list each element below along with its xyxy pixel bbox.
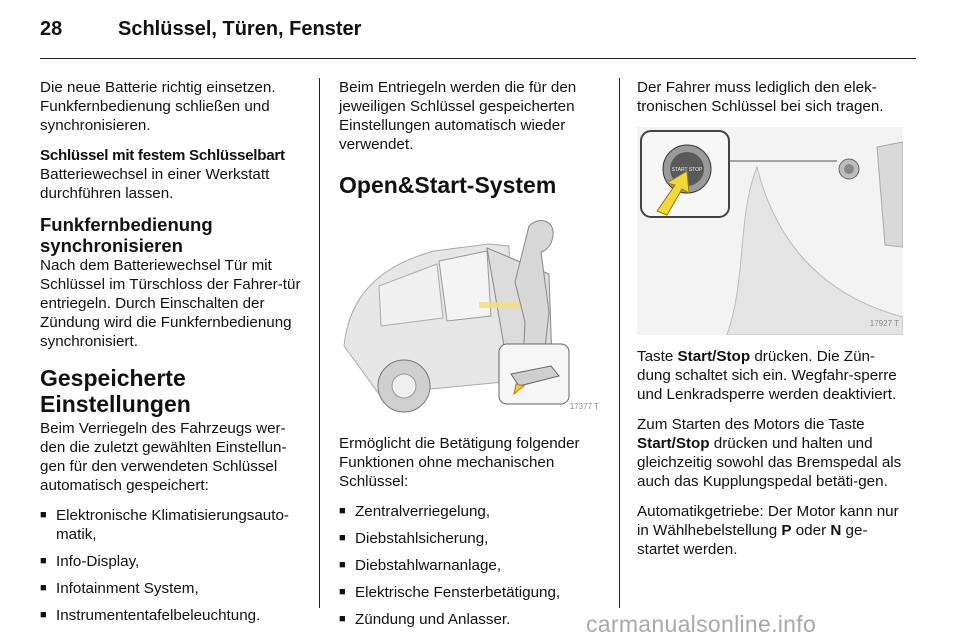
car-door-illustration bbox=[339, 206, 601, 418]
col3-paragraph-2 bbox=[637, 347, 907, 404]
start-stop-button-label: START STOP bbox=[671, 167, 703, 173]
car-door-image bbox=[339, 206, 601, 418]
list-item: ■ Diebstahlsicherung, bbox=[339, 529, 601, 548]
col3-paragraph-1: Der Fahrer muss lediglich den elek-tronischen Schlüssel bei sich tragen. bbox=[637, 79, 884, 115]
list-item: ■ Info-Display, bbox=[40, 552, 306, 571]
col1-paragraph-4: Beim Verriegeln des Fahrzeugs wer-den die zuletzt gewählten Einstellun-gen für den verwendeten Schlüssel automatisch gespeichert: bbox=[40, 420, 287, 494]
header-rule bbox=[40, 58, 916, 59]
figure-code: 17377 T bbox=[569, 402, 599, 411]
start-stop-term: Start/Stop bbox=[677, 348, 751, 365]
section-heading-sync: Funkfernbedienung synchronisieren bbox=[40, 214, 213, 256]
list-item: ■ Diebstahlwarnanlage, bbox=[339, 556, 601, 575]
text-run: ge-startet werden. bbox=[637, 522, 868, 558]
text-run: drücken und halten und gleichzeitig sowohl das Bremspedal als auch das Kupplungspedal betäti-gen. bbox=[637, 435, 902, 490]
figure-code: 17927 T bbox=[869, 319, 899, 328]
col3-paragraph-3 bbox=[637, 415, 907, 491]
column-2 bbox=[339, 78, 601, 637]
col1-paragraph-1: Die neue Batterie richtig einsetzen. Funkfernbedienung schließen und synchronisieren. bbox=[40, 79, 276, 134]
list-item: ■ Instrumententafelbeleuchtung. bbox=[40, 606, 306, 625]
text-run: Zum Starten des Motors die Taste bbox=[637, 416, 865, 433]
page-title: Schlüssel, Türen, Fenster bbox=[118, 18, 362, 40]
col1-subheading: Schlüssel mit festem Schlüsselbart bbox=[40, 147, 285, 164]
list-item: ■ Infotainment System, bbox=[40, 579, 306, 598]
col3-paragraph-4 bbox=[637, 502, 907, 559]
text-run: Taste bbox=[637, 348, 678, 365]
section-heading-stored-settings: Gespeicherte Einstellungen bbox=[40, 365, 191, 417]
list-item: ■ Zentralverriegelung, bbox=[339, 502, 601, 521]
page-number: 28 bbox=[40, 18, 63, 40]
text-run: Automatikgetriebe: Der Motor kann nur in Wählhebelstellung bbox=[637, 503, 899, 539]
column-divider-2 bbox=[619, 78, 620, 608]
column-divider-1 bbox=[319, 78, 320, 608]
list-item: ■ Elektrische Fensterbetätigung, bbox=[339, 583, 601, 602]
start-stop-image bbox=[637, 127, 903, 335]
section-heading-open-start: Open&Start-System bbox=[339, 172, 557, 198]
page-header bbox=[40, 18, 916, 48]
col2-paragraph-1: Beim Entriegeln werden die für den jeweiligen Schlüssel gespeicherten Einstellungen automatisch wieder verwendet. bbox=[339, 79, 577, 153]
text-run: oder bbox=[791, 522, 831, 539]
column-3 bbox=[637, 78, 907, 570]
stored-settings-list bbox=[40, 506, 306, 625]
col1-paragraph-3: Nach dem Batteriewechsel Tür mit Schlüssel im Türschloss der Fahrer-tür entriegeln. Durch Einschalten der Zündung wird die Funkfernbedienung synchronisiert. bbox=[40, 257, 301, 350]
watermark: carmanualsonline.info bbox=[586, 611, 817, 637]
text-run: drücken. Die Zün-dung schaltet sich ein. Wegfahr-sperre und Lenkradsperre werden deaktiviert. bbox=[637, 348, 897, 403]
start-stop-term: Start/Stop bbox=[637, 435, 710, 452]
open-start-functions-list bbox=[339, 502, 601, 629]
gear-n-term: N bbox=[830, 522, 842, 539]
list-item: ■ Elektronische Klimatisierungsauto-matik, bbox=[40, 506, 306, 544]
start-stop-illustration bbox=[637, 127, 903, 335]
col1-paragraph-2: Batteriewechsel in einer Werkstatt durchführen lassen. bbox=[40, 166, 270, 202]
list-item: ■ Zündung und Anlasser. bbox=[339, 610, 601, 629]
col2-paragraph-2: Ermöglicht die Betätigung folgender Funktionen ohne mechanischen Schlüssel: bbox=[339, 435, 580, 490]
column-1 bbox=[40, 78, 306, 633]
gear-p-term: P bbox=[781, 522, 792, 539]
